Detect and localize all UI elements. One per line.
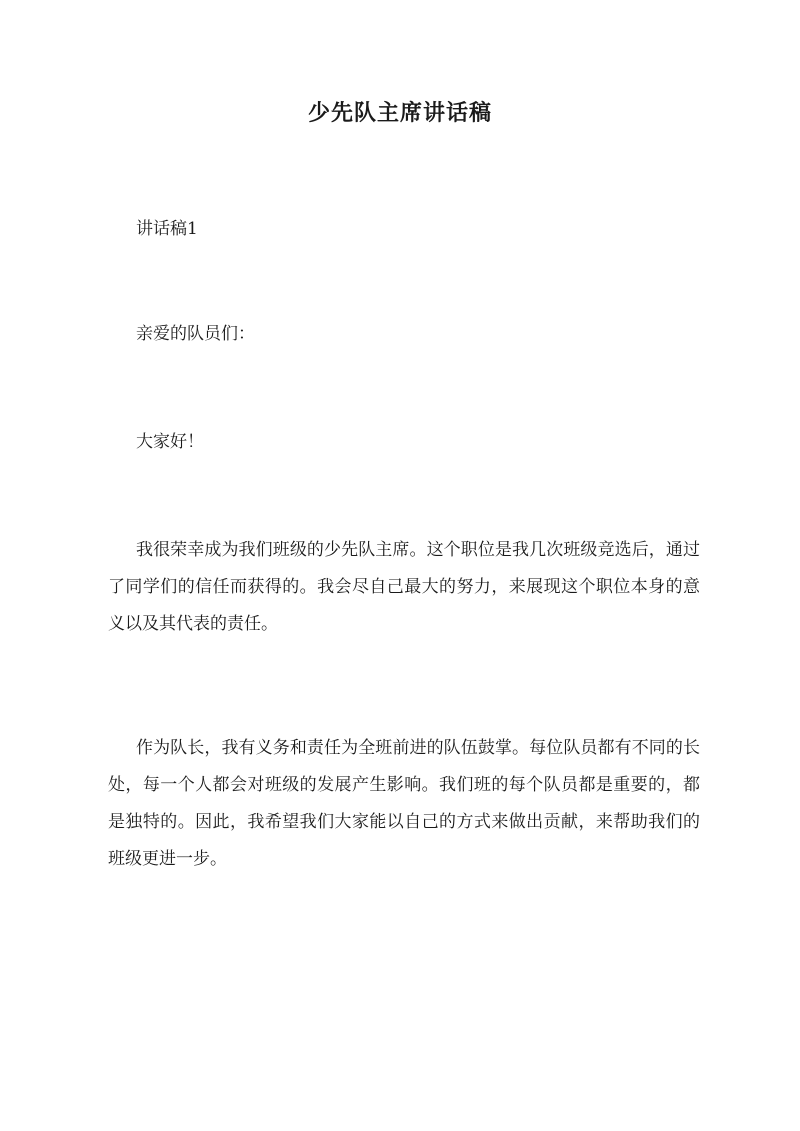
body-paragraph-2: 作为队长，我有义务和责任为全班前进的队伍鼓掌。每位队员都有不同的长处，每一个人都会对班级的发展产生影响。我们班的每个队员都是重要的，都是独特的。因此，我希望我们大家能以自己的方式来做出贡献，来帮助我们的班级更进一步。 [108, 738, 700, 869]
section-heading: 讲话稿1 [136, 219, 198, 239]
hello-line: 大家好！ [136, 432, 204, 452]
greeting: 亲爱的队员们： [136, 324, 255, 344]
document-title: 少先队主席讲话稿 [307, 100, 492, 126]
body-paragraph-1: 我很荣幸成为我们班级的少先队主席。这个职位是我几次班级竞选后，通过了同学们的信任而获得的。我会尽自己最大的努力，来展现这个职位本身的意义以及其代表的责任。 [108, 540, 700, 634]
